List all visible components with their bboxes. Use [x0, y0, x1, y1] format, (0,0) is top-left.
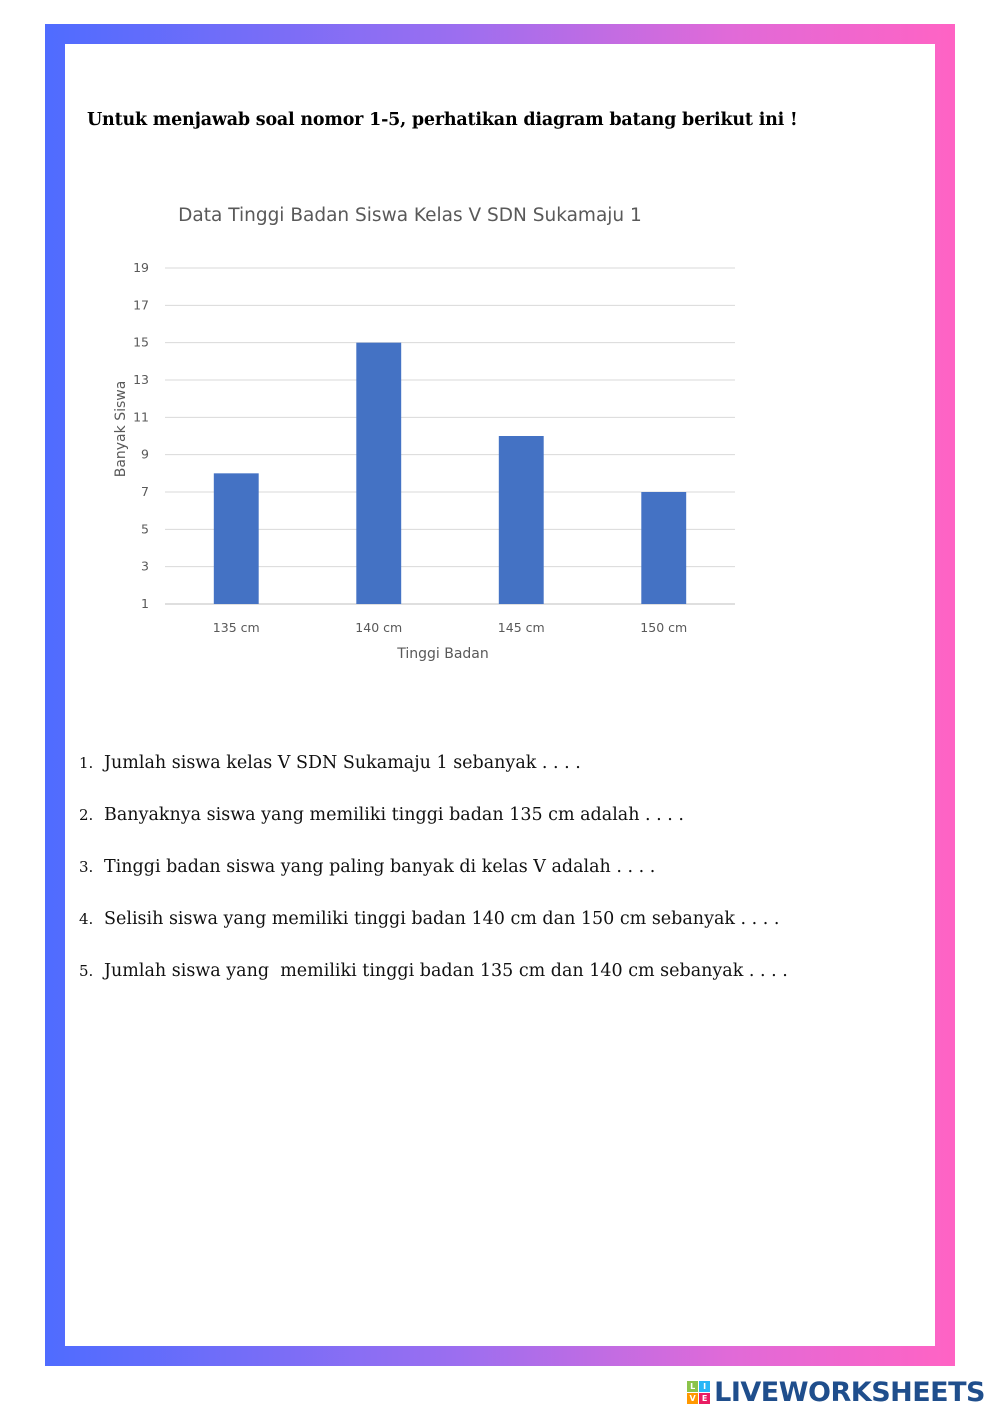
- live-logo-icon: [687, 1381, 710, 1404]
- x-tick-label: 145 cm: [497, 620, 545, 635]
- question-item: [79, 960, 788, 1012]
- bar: [499, 436, 544, 604]
- worksheet-page: [65, 44, 935, 1346]
- question-number: 5.: [79, 962, 94, 980]
- x-tick-label: 135 cm: [212, 620, 260, 635]
- question-number: 4.: [79, 910, 94, 928]
- liveworksheets-logo[interactable]: [687, 1375, 985, 1409]
- y-tick-label: 17: [133, 297, 149, 313]
- y-tick-label: 5: [141, 521, 149, 537]
- question-text: Jumlah siswa yang memiliki tinggi badan 135 cm dan 140 cm sebanyak . . . .: [104, 961, 788, 981]
- y-tick-label: 11: [133, 409, 149, 425]
- question-item: [79, 804, 788, 856]
- question-number: 3.: [79, 858, 94, 876]
- chart-title: Data Tinggi Badan Siswa Kelas V SDN Sukamaju 1: [178, 205, 642, 226]
- y-axis-ticks: [133, 260, 149, 611]
- x-axis-ticks: [213, 620, 687, 635]
- y-tick-label: 3: [141, 558, 149, 574]
- question-item: [79, 856, 788, 908]
- bar: [214, 473, 259, 604]
- question-item: [79, 908, 788, 960]
- logo-letter: I: [699, 1381, 710, 1392]
- question-text: Jumlah siswa kelas V SDN Sukamaju 1 sebanyak . . . .: [104, 753, 581, 773]
- y-axis-label: Banyak Siswa: [113, 380, 129, 478]
- y-tick-label: 13: [133, 372, 149, 387]
- question-number: 2.: [79, 806, 94, 824]
- y-tick-label: 1: [141, 596, 149, 611]
- question-text: Selisih siswa yang memiliki tinggi badan 140 cm dan 150 cm sebanyak . . . .: [104, 909, 780, 929]
- logo-letter: L: [687, 1381, 698, 1392]
- question-number: 1.: [79, 754, 94, 772]
- chart-bars: [214, 343, 686, 604]
- x-tick-label: 150 cm: [640, 620, 688, 635]
- bar: [356, 343, 401, 604]
- instruction-text: Untuk menjawab soal nomor 1-5, perhatikan diagram batang berikut ini !: [87, 110, 798, 130]
- y-tick-label: 7: [141, 484, 149, 499]
- y-tick-label: 15: [133, 334, 149, 350]
- x-axis-label: Tinggi Badan: [397, 646, 489, 662]
- x-tick-label: 140 cm: [355, 620, 403, 635]
- bar-chart: [65, 44, 935, 704]
- bar: [641, 492, 686, 604]
- question-list: [79, 752, 788, 1012]
- logo-letter: V: [687, 1393, 698, 1404]
- y-tick-label: 9: [141, 446, 149, 462]
- brand-name: LIVEWORKSHEETS: [714, 1376, 985, 1408]
- y-tick-label: 19: [133, 260, 149, 275]
- question-text: Tinggi badan siswa yang paling banyak di kelas V adalah . . . .: [104, 857, 656, 877]
- page-border: [45, 24, 955, 1366]
- question-item: [79, 752, 788, 804]
- question-text: Banyaknya siswa yang memiliki tinggi badan 135 cm adalah . . . .: [104, 805, 684, 825]
- logo-letter: E: [699, 1393, 710, 1404]
